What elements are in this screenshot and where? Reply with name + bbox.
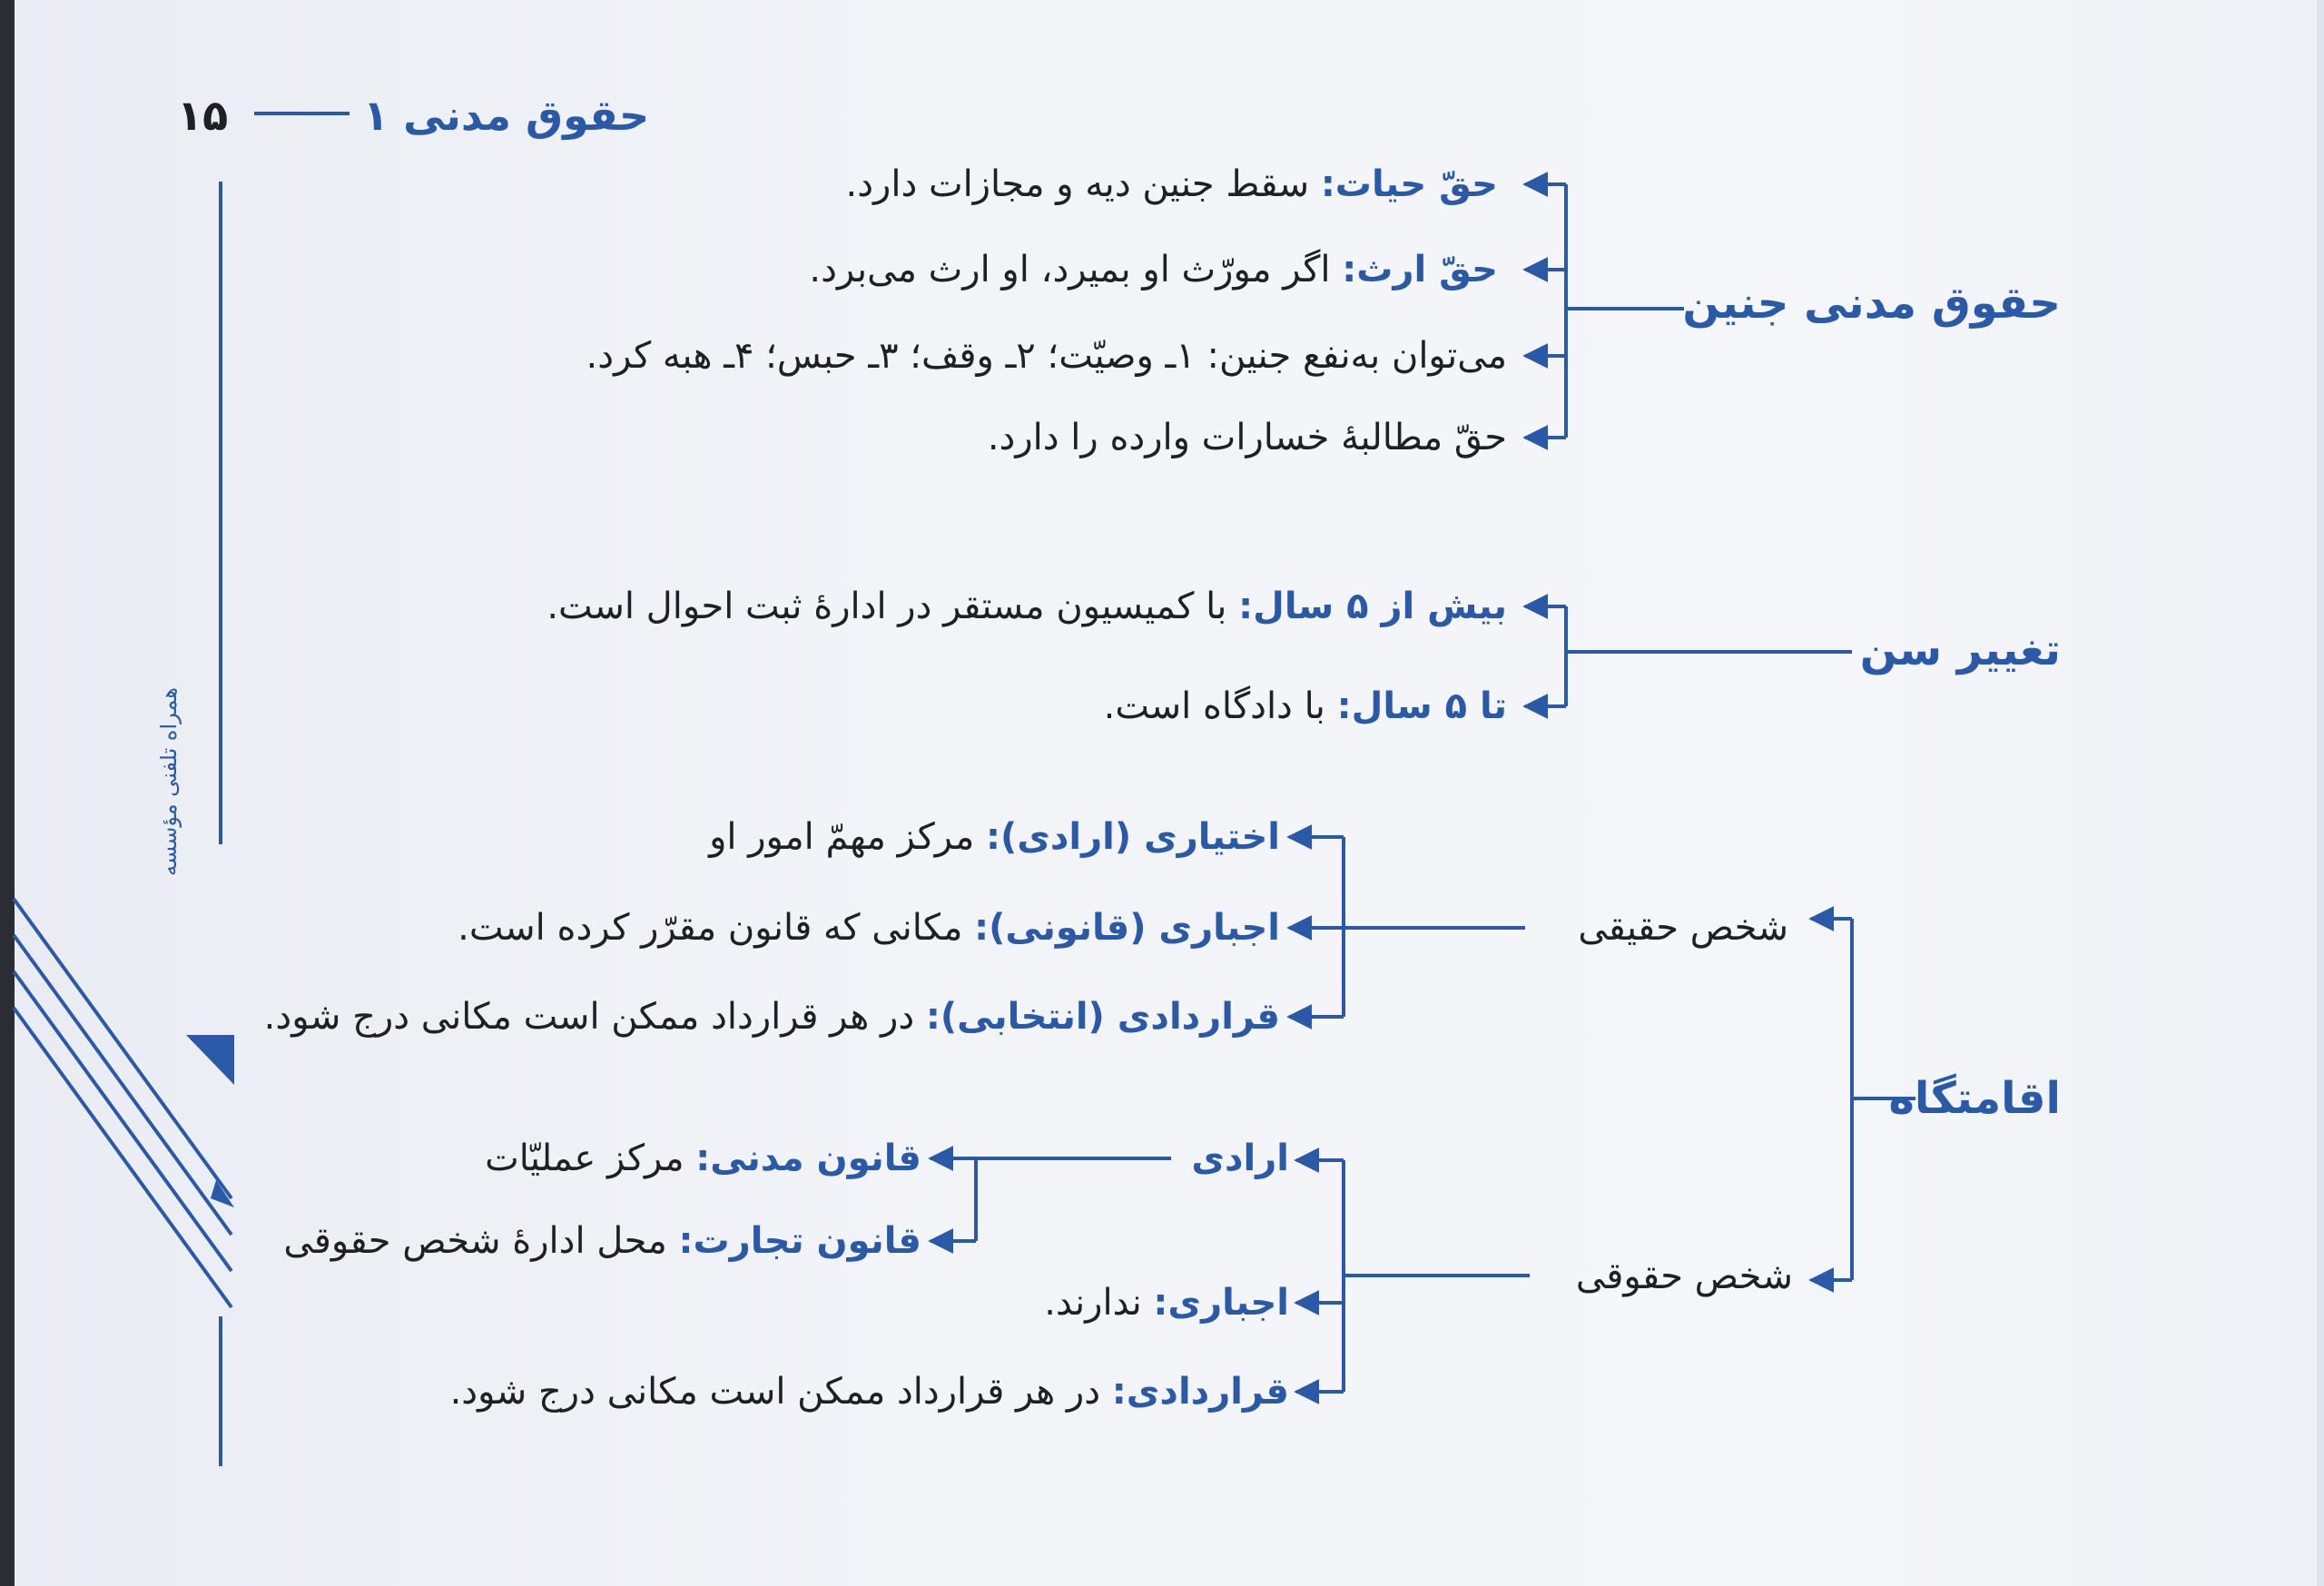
s1-item-3-text: می‌توان به‌نفع جنین: ۱ـ وصیّت؛ ۲ـ وقف؛ ۳ـ حبس؛ ۴ـ هبه کرد. [586,335,1507,377]
s3-natural-item-3-text: در هر قرارداد ممکن است مکانی درج شود. [263,996,926,1038]
s3-natural-item-2-label: اجباری (قانونی): [974,907,1280,949]
badge-triangle [186,1035,234,1085]
s2-item-2 [1103,685,1507,727]
s3-natural-item-2 [458,907,1280,949]
s3-natural-item-1-label: اختیاری (ارادی): [985,816,1280,858]
s3-natural-item-1 [709,816,1280,858]
s3-natural-item-3-label: قراردادی (انتخابی): [925,996,1280,1038]
s3-voluntary-item-2-text: محل ادارهٔ شخص حقوقی [283,1220,679,1262]
s1-item-4 [988,419,1507,456]
s1-item-1-label: حقّ حیات: [1320,163,1498,205]
s1-item-2-label: حقّ ارث: [1342,249,1498,291]
s2-item-1 [547,588,1507,625]
s1-root-label: حقوق مدنی جنین [1682,278,2061,329]
s2-item-1-text: با کمیسیون مستقر در ادارهٔ ثبت احوال است. [547,586,1239,627]
s3-natural-label: شخص حقیقی [1578,907,1788,949]
s1-item-2 [809,249,1498,291]
book-title: حقوق مدنی ۱ [363,91,650,140]
s3-voluntary-item-1 [485,1140,921,1177]
s2-item-1-label: بیش از ۵ سال: [1238,586,1507,627]
s3-natural-item-2-text: مکانی که قانون مقرّر کرده است. [458,907,975,949]
s3-voluntary-item-1-label: قانون مدنی: [695,1138,921,1179]
decorative-stripes [14,899,231,1307]
s3-root-label: اقامتگاه [1888,1073,2061,1124]
publisher-badge: همراه تلفنی مؤسسه [156,687,182,876]
s2-root-label: تغییر سن [1859,625,2061,675]
s3-voluntary-item-2-label: قانون تجارت: [678,1220,921,1262]
s3-legal-label: شخص حقوقی [1575,1256,1793,1297]
s3-legal-item-1-label: اجباری: [1153,1282,1289,1324]
s1-item-1 [845,163,1498,205]
s3-natural-item-3 [263,996,1280,1038]
s3-voluntary-item-2 [283,1220,921,1262]
s1-item-4-text: حقّ مطالبهٔ خسارات وارده را دارد. [987,417,1507,458]
s2-item-2-text: با دادگاه است. [1103,685,1337,727]
s3-legal-item-1 [1044,1282,1289,1324]
page-number: ۱۵ [177,91,229,140]
s3-legal-item-2-label: قراردادی: [1111,1371,1289,1413]
s3-legal-item-2-text: در هر قرارداد ممکن است مکانی درج شود. [449,1371,1112,1413]
s3-voluntary-label: ارادی [1191,1138,1289,1179]
s2-item-2-label: تا ۵ سال: [1336,685,1507,727]
s3-voluntary-item-1-text: مرکز عملیّات [485,1138,696,1179]
s3-legal-item-2 [449,1371,1289,1413]
s3-legal-item-1-text: ندارند. [1044,1282,1154,1324]
s3-natural-item-1-text: مرکز مهمّ امور او [709,816,986,858]
s1-item-3 [586,335,1507,377]
s1-item-2-text: اگر مورّث او بمیرد، او ارث می‌برد. [809,249,1343,291]
s1-item-1-text: سقط جنین دیه و مجازات دارد. [845,163,1321,205]
